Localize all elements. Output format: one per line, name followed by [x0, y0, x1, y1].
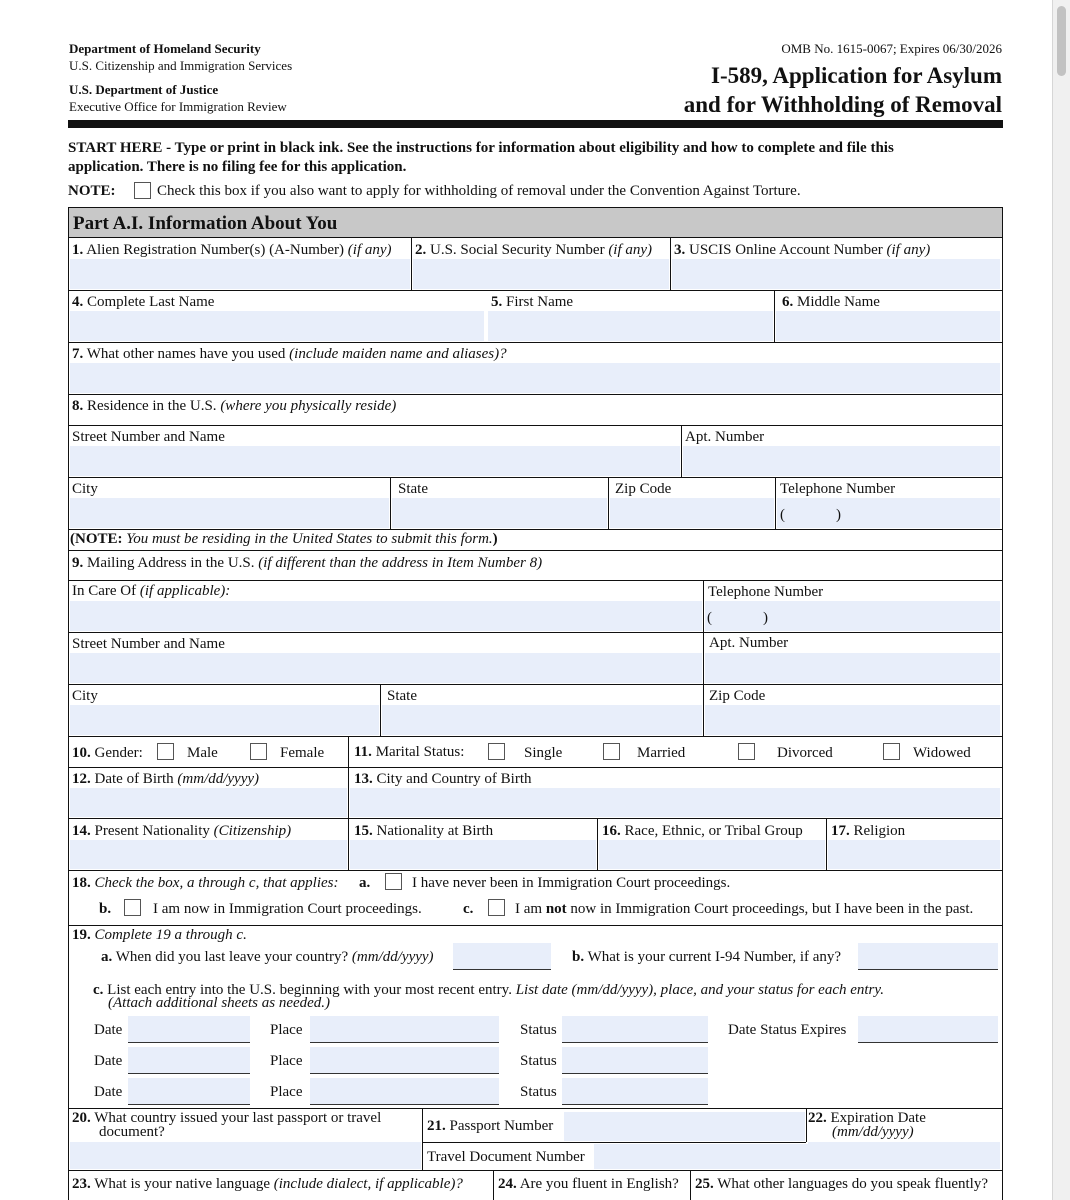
religion-field[interactable] [828, 840, 1000, 869]
paren-close: ) [763, 610, 768, 626]
cat-checkbox[interactable] [134, 182, 151, 199]
header-rule [68, 120, 1003, 128]
travel-doc-label: Travel Document Number [427, 1149, 585, 1165]
entry1-date-label: Date [94, 1022, 123, 1038]
a-number-field[interactable] [70, 259, 410, 289]
divider [422, 1108, 423, 1170]
q17-label: 17. Religion [831, 823, 906, 839]
state-label: State [398, 481, 428, 497]
q1-label: 1. Alien Registration Number(s) (A-Number) (if any) [72, 242, 392, 258]
passport-country-field[interactable] [70, 1142, 421, 1169]
last-name-field[interactable] [70, 311, 484, 341]
q15-label: 15. Nationality at Birth [354, 823, 494, 839]
residence-state-field[interactable] [392, 498, 607, 528]
divider [390, 477, 391, 529]
row-line [68, 736, 1003, 737]
row-line [68, 394, 1003, 395]
divider [348, 736, 349, 870]
entry2-date-label: Date [94, 1053, 123, 1069]
telephone-label: Telephone Number [780, 481, 896, 497]
mailing-zip-label: Zip Code [709, 688, 766, 704]
city-label: City [72, 481, 98, 497]
in-care-of-label: In Care Of (if applicable): [72, 583, 231, 599]
q18b-checkbox[interactable] [124, 899, 141, 916]
row-line [68, 580, 1003, 581]
row-line [68, 632, 1003, 633]
mailing-street-field[interactable] [70, 653, 702, 683]
divider [774, 290, 775, 342]
row-line [68, 290, 1003, 291]
widowed-label: Widowed [913, 745, 971, 761]
q22-format: (mm/dd/yyyy) [832, 1124, 914, 1140]
marital-widowed-checkbox[interactable] [883, 743, 900, 760]
row-line [68, 870, 1003, 871]
residence-city-field[interactable] [70, 498, 389, 528]
q16-label: 16. Race, Ethnic, or Tribal Group [602, 823, 803, 839]
mailing-apt-field[interactable] [705, 653, 1000, 683]
q5-label: 5. First Name [491, 294, 574, 310]
form-title-line2: and for Withholding of Removal [683, 92, 1002, 117]
entry2-place-label: Place [270, 1053, 303, 1069]
divider [411, 238, 412, 290]
q13-label: 13. City and Country of Birth [354, 771, 532, 787]
mailing-city-label: City [72, 688, 98, 704]
entry3-status-label: Status [520, 1084, 557, 1100]
divider [690, 1170, 691, 1200]
q18c-letter: c. [463, 901, 474, 917]
mailing-state-label: State [387, 688, 417, 704]
start-here-line2: application. There is no filing fee for this application. [68, 159, 407, 175]
present-nationality-field[interactable] [70, 840, 347, 869]
street-label: Street Number and Name [72, 429, 225, 445]
gender-male-checkbox[interactable] [157, 743, 174, 760]
row-line [68, 767, 1003, 768]
q2-label: 2. U.S. Social Security Number (if any) [415, 242, 653, 258]
divider [597, 818, 598, 870]
q25-label: 25. What other languages do you speak fluently? [695, 1176, 988, 1192]
first-name-field[interactable] [488, 311, 773, 341]
birthplace-field[interactable] [350, 788, 1000, 817]
ethnic-group-field[interactable] [599, 840, 825, 869]
divider [380, 684, 381, 736]
q18a-text: I have never been in Immigration Court proceedings. [412, 875, 731, 891]
divider [703, 580, 704, 736]
residence-phone-field[interactable] [777, 498, 1000, 528]
middle-name-field[interactable] [776, 311, 1000, 341]
part-title: Part A.I. Information About You [73, 213, 338, 234]
q9-label: 9. Mailing Address in the U.S. (if different than the address in Item Number 8) [72, 555, 543, 571]
entry1-status-field[interactable] [562, 1016, 708, 1043]
q12-label: 12. Date of Birth (mm/dd/yyyy) [72, 771, 260, 787]
divider [670, 238, 671, 290]
entry3-status-field[interactable] [562, 1078, 708, 1105]
divorced-label: Divorced [777, 745, 833, 761]
ssn-field[interactable] [413, 259, 669, 289]
form-left-border [68, 238, 69, 1200]
male-label: Male [187, 745, 218, 761]
mailing-telephone-label: Telephone Number [708, 584, 824, 600]
q18c-checkbox[interactable] [488, 899, 505, 916]
mailing-state-field[interactable] [382, 705, 702, 735]
eoir-subagency: Executive Office for Immigration Review [69, 99, 287, 114]
birth-nationality-field[interactable] [350, 840, 596, 869]
travel-doc-field[interactable] [594, 1144, 1000, 1169]
entry3-place-label: Place [270, 1084, 303, 1100]
q20-label-cont: document? [99, 1124, 165, 1140]
paren-open: ( [707, 610, 712, 626]
q18a-checkbox[interactable] [385, 873, 402, 890]
q4-label: 4. Complete Last Name [72, 294, 215, 310]
paren-close: ) [836, 507, 841, 523]
mailing-city-field[interactable] [70, 705, 379, 735]
residence-zip-field[interactable] [610, 498, 774, 528]
in-care-of-field[interactable] [70, 601, 702, 631]
omb-number: OMB No. 1615-0067; Expires 06/30/2026 [781, 41, 1002, 56]
mailing-apt-label: Apt. Number [709, 635, 789, 651]
form-title-line1: I-589, Application for Asylum [711, 63, 1002, 88]
q20-label: 20. What country issued your last passport or travel [72, 1110, 382, 1126]
paren-open: ( [780, 507, 785, 523]
mailing-phone-field[interactable] [705, 601, 1000, 631]
q21-label: 21. Passport Number [427, 1118, 554, 1134]
mailing-street-label: Street Number and Name [72, 636, 225, 652]
divider [608, 477, 609, 529]
start-here-line1: START HERE - Type or print in black ink. See the instructions for information about eligibility and how to complete and file this [68, 140, 894, 156]
gender-female-checkbox[interactable] [250, 743, 267, 760]
row-line [68, 550, 1003, 551]
row-line [68, 425, 1003, 426]
marital-married-checkbox[interactable] [603, 743, 620, 760]
entry2-status-label: Status [520, 1053, 557, 1069]
row-line [68, 1108, 1003, 1109]
q24-label: 24. Are you fluent in English? [498, 1176, 679, 1192]
q19c-attach-note: (Attach additional sheets as needed.) [108, 995, 331, 1011]
q14-label: 14. Present Nationality (Citizenship) [72, 823, 292, 839]
divider [775, 477, 776, 529]
uscis-account-field[interactable] [672, 259, 1000, 289]
zip-label: Zip Code [615, 481, 672, 497]
q19c-label: c. List each entry into the U.S. beginning with your most recent entry. List date (mm/dd/yyyy), place, and your status for each entry. [93, 982, 884, 998]
divider [826, 818, 827, 870]
entry1-status-label: Status [520, 1022, 557, 1038]
entry1-place-label: Place [270, 1022, 303, 1038]
single-label: Single [524, 745, 563, 761]
residence-street-field[interactable] [70, 446, 680, 476]
apt-label: Apt. Number [685, 429, 765, 445]
vertical-scrollbar[interactable] [1052, 0, 1070, 1200]
row-line [422, 1142, 806, 1143]
row-line [68, 684, 1003, 685]
q18b-letter: b. [99, 901, 112, 917]
entry3-date-field[interactable] [128, 1078, 250, 1105]
entry3-place-field[interactable] [310, 1078, 499, 1105]
q18b-text: I am now in Immigration Court proceedings. [153, 901, 422, 917]
q10-label: 10. Gender: [72, 745, 143, 761]
q11-label: 11. Marital Status: [354, 744, 465, 760]
expiration-date-field[interactable] [808, 1142, 1000, 1144]
note-label: NOTE: [68, 183, 116, 199]
married-label: Married [637, 745, 686, 761]
entry2-status-field[interactable] [562, 1047, 708, 1074]
q7-label: 7. What other names have you used (include maiden name and aliases)? [72, 346, 507, 362]
marital-divorced-checkbox[interactable] [738, 743, 755, 760]
scrollbar-thumb[interactable] [1057, 6, 1066, 76]
cat-note-text: Check this box if you also want to apply for withholding of removal under the Convention Against Torture. [157, 183, 801, 199]
other-names-field[interactable] [70, 363, 1000, 393]
entry2-place-field[interactable] [310, 1047, 499, 1074]
entry1-date-field[interactable] [128, 1016, 250, 1043]
divider [806, 1108, 807, 1142]
row-line [68, 477, 1003, 478]
form-right-border [1002, 238, 1003, 1200]
female-label: Female [280, 745, 325, 761]
mailing-zip-field[interactable] [705, 705, 1000, 735]
entry1-place-field[interactable] [310, 1016, 499, 1043]
q3-label: 3. USCIS Online Account Number (if any) [674, 242, 931, 258]
uscis-subagency: U.S. Citizenship and Immigration Services [69, 58, 293, 73]
marital-single-checkbox[interactable] [488, 743, 505, 760]
q22-label: 22. Expiration Date [808, 1110, 926, 1126]
q18a-letter: a. [359, 875, 371, 891]
q18c-text: I am not now in Immigration Court proceedings, but I have been in the past. [515, 901, 974, 917]
date-status-expires-field[interactable] [858, 1016, 998, 1043]
row-line [68, 342, 1003, 343]
i94-number-field[interactable] [858, 943, 998, 970]
dob-field[interactable] [70, 788, 347, 817]
q19a-label: a. When did you last leave your country? (mm/dd/yyyy) [101, 949, 434, 965]
q19-label: 19. Complete 19 a through c. [72, 927, 247, 943]
entry3-date-label: Date [94, 1084, 123, 1100]
passport-number-field[interactable] [564, 1112, 805, 1141]
row-line [68, 1170, 1003, 1171]
q18-label: 18. Check the box, a through c, that applies: [72, 875, 339, 891]
doj-agency: U.S. Department of Justice [69, 82, 219, 97]
divider [681, 425, 682, 477]
residence-note: (NOTE: You must be residing in the United States to submit this form.) [70, 531, 498, 547]
q8-label: 8. Residence in the U.S. (where you physically reside) [72, 398, 397, 414]
dhs-agency: Department of Homeland Security [69, 41, 261, 56]
q6-label: 6. Middle Name [782, 294, 880, 310]
entry2-date-field[interactable] [128, 1047, 250, 1074]
date-status-expires-label: Date Status Expires [728, 1022, 847, 1038]
q19b-label: b. What is your current I-94 Number, if any? [572, 949, 842, 965]
divider [493, 1170, 494, 1200]
q23-label: 23. What is your native language (include dialect, if applicable)? [72, 1176, 463, 1192]
row-line [68, 818, 1003, 819]
last-left-date-field[interactable] [453, 943, 551, 970]
residence-apt-field[interactable] [683, 446, 1000, 476]
